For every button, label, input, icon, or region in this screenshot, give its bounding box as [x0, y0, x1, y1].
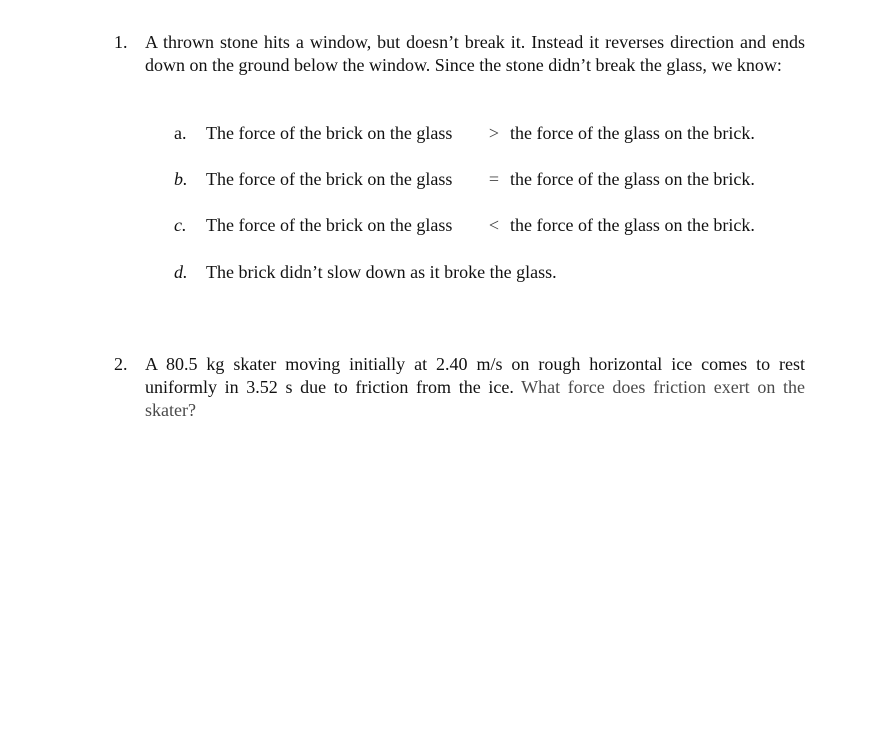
- choice-d: [0, 261, 894, 285]
- choice-c: [0, 214, 894, 238]
- question-prompt: What force does friction exert on the skater?: [145, 377, 805, 420]
- relation-symbol: =: [488, 169, 500, 189]
- choice-b: [0, 168, 894, 192]
- choice-text: The force of the brick on the glass: [206, 169, 453, 189]
- question-number: 1.: [114, 32, 128, 52]
- choice-letter: c.: [174, 215, 187, 235]
- choice-letter: d.: [174, 262, 188, 282]
- relation-symbol: >: [488, 123, 500, 143]
- question-text: [145, 353, 805, 422]
- choice-letter: b.: [174, 169, 188, 189]
- question-text: A thrown stone hits a window, but doesn’t break it. Instead it reverses direction and ends down on the ground below the window. Since the stone didn’t break the glass, we know:: [145, 32, 805, 75]
- question-number: 2.: [114, 354, 128, 374]
- choice-text: The brick didn’t slow down as it broke the glass.: [206, 262, 557, 282]
- choice-text: The force of the brick on the glass: [206, 123, 453, 143]
- question-statement: A 80.5 kg skater moving initially at 2.40 m/s on rough horizontal ice comes to rest uniformly in 3.52 s due to friction from the ice.: [145, 354, 805, 397]
- choice-letter: a.: [174, 123, 187, 143]
- choice-text-continued: the force of the glass on the brick.: [510, 215, 755, 235]
- choice-text-continued: the force of the glass on the brick.: [510, 123, 755, 143]
- relation-symbol: <: [488, 215, 500, 235]
- choice-text: The force of the brick on the glass: [206, 215, 453, 235]
- choice-text-continued: the force of the glass on the brick.: [510, 169, 755, 189]
- choice-a: [0, 122, 894, 146]
